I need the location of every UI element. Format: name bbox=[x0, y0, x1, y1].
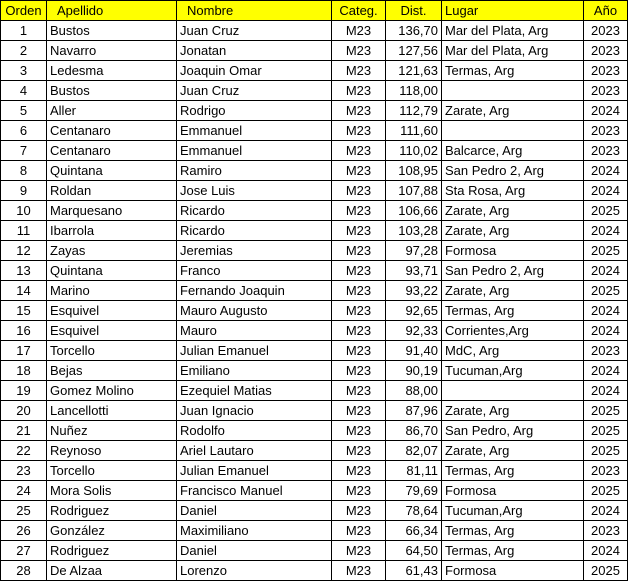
cell-categ: M23 bbox=[332, 241, 386, 261]
cell-lugar: Termas, Arg bbox=[442, 61, 584, 81]
cell-dist: 107,88 bbox=[386, 181, 442, 201]
cell-apellido: Rodriguez bbox=[47, 541, 177, 561]
table-row bbox=[1, 101, 628, 121]
table-row bbox=[1, 541, 628, 561]
cell-lugar: Zarate, Arg bbox=[442, 281, 584, 301]
cell-orden: 6 bbox=[1, 121, 47, 141]
table-header bbox=[1, 1, 628, 21]
cell-nombre: Juan Cruz bbox=[177, 81, 332, 101]
cell-apellido: Lancellotti bbox=[47, 401, 177, 421]
cell-apellido: Rodriguez bbox=[47, 501, 177, 521]
cell-apellido: González bbox=[47, 521, 177, 541]
cell-dist: 86,70 bbox=[386, 421, 442, 441]
cell-categ: M23 bbox=[332, 161, 386, 181]
table-row bbox=[1, 561, 628, 581]
cell-dist: 112,79 bbox=[386, 101, 442, 121]
cell-categ: M23 bbox=[332, 401, 386, 421]
table-row bbox=[1, 221, 628, 241]
cell-anio: 2024 bbox=[584, 221, 628, 241]
cell-lugar: San Pedro 2, Arg bbox=[442, 261, 584, 281]
cell-categ: M23 bbox=[332, 41, 386, 61]
cell-orden: 4 bbox=[1, 81, 47, 101]
header-row bbox=[1, 1, 628, 21]
cell-apellido: Bustos bbox=[47, 21, 177, 41]
cell-lugar: Formosa bbox=[442, 241, 584, 261]
cell-nombre: Jonatan bbox=[177, 41, 332, 61]
cell-apellido: Quintana bbox=[47, 261, 177, 281]
header-apellido: Apellido bbox=[47, 1, 177, 21]
cell-categ: M23 bbox=[332, 301, 386, 321]
cell-lugar bbox=[442, 121, 584, 141]
header-nombre: Nombre bbox=[177, 1, 332, 21]
cell-categ: M23 bbox=[332, 221, 386, 241]
cell-dist: 78,64 bbox=[386, 501, 442, 521]
cell-dist: 61,43 bbox=[386, 561, 442, 581]
table-row bbox=[1, 141, 628, 161]
cell-dist: 127,56 bbox=[386, 41, 442, 61]
cell-apellido: Bejas bbox=[47, 361, 177, 381]
cell-lugar: MdC, Arg bbox=[442, 341, 584, 361]
cell-apellido: Bustos bbox=[47, 81, 177, 101]
cell-apellido: Roldan bbox=[47, 181, 177, 201]
cell-apellido: Marino bbox=[47, 281, 177, 301]
cell-nombre: Julian Emanuel bbox=[177, 461, 332, 481]
cell-lugar: San Pedro 2, Arg bbox=[442, 161, 584, 181]
cell-categ: M23 bbox=[332, 21, 386, 41]
table-row bbox=[1, 421, 628, 441]
cell-apellido: Esquivel bbox=[47, 301, 177, 321]
cell-apellido: Zayas bbox=[47, 241, 177, 261]
cell-categ: M23 bbox=[332, 261, 386, 281]
cell-dist: 121,63 bbox=[386, 61, 442, 81]
cell-lugar: Termas, Arg bbox=[442, 461, 584, 481]
cell-dist: 91,40 bbox=[386, 341, 442, 361]
cell-orden: 2 bbox=[1, 41, 47, 61]
cell-dist: 79,69 bbox=[386, 481, 442, 501]
table-row bbox=[1, 521, 628, 541]
cell-nombre: Ricardo bbox=[177, 201, 332, 221]
cell-nombre: Ezequiel Matias bbox=[177, 381, 332, 401]
cell-dist: 103,28 bbox=[386, 221, 442, 241]
cell-anio: 2023 bbox=[584, 41, 628, 61]
cell-categ: M23 bbox=[332, 201, 386, 221]
cell-orden: 5 bbox=[1, 101, 47, 121]
cell-anio: 2024 bbox=[584, 381, 628, 401]
cell-categ: M23 bbox=[332, 541, 386, 561]
cell-categ: M23 bbox=[332, 521, 386, 541]
cell-dist: 118,00 bbox=[386, 81, 442, 101]
table-row bbox=[1, 281, 628, 301]
table-row bbox=[1, 401, 628, 421]
cell-orden: 19 bbox=[1, 381, 47, 401]
cell-nombre: Rodrigo bbox=[177, 101, 332, 121]
cell-lugar: Formosa bbox=[442, 481, 584, 501]
cell-lugar: Termas, Arg bbox=[442, 301, 584, 321]
cell-anio: 2023 bbox=[584, 21, 628, 41]
cell-orden: 9 bbox=[1, 181, 47, 201]
cell-anio: 2025 bbox=[584, 561, 628, 581]
header-categ: Categ. bbox=[332, 1, 386, 21]
cell-dist: 88,00 bbox=[386, 381, 442, 401]
table-row bbox=[1, 61, 628, 81]
table-row bbox=[1, 201, 628, 221]
cell-apellido: Torcello bbox=[47, 461, 177, 481]
cell-categ: M23 bbox=[332, 361, 386, 381]
cell-dist: 81,11 bbox=[386, 461, 442, 481]
cell-anio: 2024 bbox=[584, 261, 628, 281]
cell-orden: 7 bbox=[1, 141, 47, 161]
cell-apellido: Aller bbox=[47, 101, 177, 121]
cell-anio: 2024 bbox=[584, 181, 628, 201]
cell-lugar: Zarate, Arg bbox=[442, 401, 584, 421]
cell-apellido: Torcello bbox=[47, 341, 177, 361]
table-row bbox=[1, 301, 628, 321]
cell-nombre: Ricardo bbox=[177, 221, 332, 241]
cell-orden: 12 bbox=[1, 241, 47, 261]
cell-apellido: Navarro bbox=[47, 41, 177, 61]
cell-orden: 20 bbox=[1, 401, 47, 421]
header-anio: Año bbox=[584, 1, 628, 21]
cell-orden: 8 bbox=[1, 161, 47, 181]
cell-dist: 106,66 bbox=[386, 201, 442, 221]
cell-dist: 87,96 bbox=[386, 401, 442, 421]
cell-nombre: Mauro Augusto bbox=[177, 301, 332, 321]
cell-apellido: Mora Solis bbox=[47, 481, 177, 501]
cell-nombre: Jose Luis bbox=[177, 181, 332, 201]
cell-dist: 111,60 bbox=[386, 121, 442, 141]
cell-nombre: Joaquin Omar bbox=[177, 61, 332, 81]
cell-lugar: Tucuman,Arg bbox=[442, 501, 584, 521]
cell-orden: 27 bbox=[1, 541, 47, 561]
cell-dist: 93,71 bbox=[386, 261, 442, 281]
cell-lugar: Zarate, Arg bbox=[442, 441, 584, 461]
cell-dist: 66,34 bbox=[386, 521, 442, 541]
cell-categ: M23 bbox=[332, 101, 386, 121]
cell-dist: 92,33 bbox=[386, 321, 442, 341]
cell-orden: 1 bbox=[1, 21, 47, 41]
table-row bbox=[1, 121, 628, 141]
cell-categ: M23 bbox=[332, 341, 386, 361]
cell-nombre: Maximiliano bbox=[177, 521, 332, 541]
cell-orden: 22 bbox=[1, 441, 47, 461]
cell-lugar: Termas, Arg bbox=[442, 541, 584, 561]
cell-anio: 2024 bbox=[584, 101, 628, 121]
cell-orden: 14 bbox=[1, 281, 47, 301]
cell-dist: 82,07 bbox=[386, 441, 442, 461]
cell-categ: M23 bbox=[332, 81, 386, 101]
table-row bbox=[1, 41, 628, 61]
cell-dist: 108,95 bbox=[386, 161, 442, 181]
cell-categ: M23 bbox=[332, 381, 386, 401]
cell-dist: 64,50 bbox=[386, 541, 442, 561]
cell-categ: M23 bbox=[332, 461, 386, 481]
cell-lugar bbox=[442, 381, 584, 401]
table-row bbox=[1, 241, 628, 261]
cell-nombre: Emmanuel bbox=[177, 141, 332, 161]
table-row bbox=[1, 181, 628, 201]
cell-apellido: De Alzaa bbox=[47, 561, 177, 581]
cell-anio: 2024 bbox=[584, 301, 628, 321]
cell-anio: 2025 bbox=[584, 441, 628, 461]
table-row bbox=[1, 81, 628, 101]
cell-anio: 2025 bbox=[584, 401, 628, 421]
cell-categ: M23 bbox=[332, 321, 386, 341]
cell-nombre: Ariel Lautaro bbox=[177, 441, 332, 461]
cell-categ: M23 bbox=[332, 281, 386, 301]
cell-orden: 15 bbox=[1, 301, 47, 321]
cell-apellido: Gomez Molino bbox=[47, 381, 177, 401]
cell-orden: 13 bbox=[1, 261, 47, 281]
cell-orden: 21 bbox=[1, 421, 47, 441]
cell-orden: 23 bbox=[1, 461, 47, 481]
cell-anio: 2024 bbox=[584, 501, 628, 521]
cell-lugar: Mar del Plata, Arg bbox=[442, 41, 584, 61]
cell-anio: 2024 bbox=[584, 541, 628, 561]
cell-lugar: Zarate, Arg bbox=[442, 101, 584, 121]
cell-lugar: Corrientes,Arg bbox=[442, 321, 584, 341]
table-row bbox=[1, 381, 628, 401]
cell-orden: 25 bbox=[1, 501, 47, 521]
cell-nombre: Fernando Joaquin bbox=[177, 281, 332, 301]
cell-orden: 11 bbox=[1, 221, 47, 241]
cell-anio: 2023 bbox=[584, 81, 628, 101]
cell-anio: 2024 bbox=[584, 361, 628, 381]
cell-orden: 3 bbox=[1, 61, 47, 81]
cell-nombre: Lorenzo bbox=[177, 561, 332, 581]
cell-apellido: Centanaro bbox=[47, 121, 177, 141]
table-row bbox=[1, 161, 628, 181]
cell-nombre: Ramiro bbox=[177, 161, 332, 181]
cell-lugar: Formosa bbox=[442, 561, 584, 581]
header-lugar: Lugar bbox=[442, 1, 584, 21]
cell-nombre: Daniel bbox=[177, 541, 332, 561]
cell-categ: M23 bbox=[332, 501, 386, 521]
cell-categ: M23 bbox=[332, 561, 386, 581]
cell-orden: 28 bbox=[1, 561, 47, 581]
cell-apellido: Quintana bbox=[47, 161, 177, 181]
cell-anio: 2024 bbox=[584, 161, 628, 181]
table-row bbox=[1, 481, 628, 501]
cell-apellido: Esquivel bbox=[47, 321, 177, 341]
cell-anio: 2023 bbox=[584, 121, 628, 141]
cell-nombre: Emiliano bbox=[177, 361, 332, 381]
table-row bbox=[1, 261, 628, 281]
cell-lugar: Zarate, Arg bbox=[442, 201, 584, 221]
cell-lugar: San Pedro, Arg bbox=[442, 421, 584, 441]
header-orden: Orden bbox=[1, 1, 47, 21]
cell-apellido: Marquesano bbox=[47, 201, 177, 221]
table-row bbox=[1, 321, 628, 341]
cell-lugar: Termas, Arg bbox=[442, 521, 584, 541]
cell-apellido: Reynoso bbox=[47, 441, 177, 461]
cell-orden: 26 bbox=[1, 521, 47, 541]
cell-dist: 93,22 bbox=[386, 281, 442, 301]
cell-nombre: Francisco Manuel bbox=[177, 481, 332, 501]
cell-categ: M23 bbox=[332, 61, 386, 81]
cell-apellido: Nuñez bbox=[47, 421, 177, 441]
cell-nombre: Franco bbox=[177, 261, 332, 281]
cell-anio: 2025 bbox=[584, 241, 628, 261]
cell-orden: 16 bbox=[1, 321, 47, 341]
cell-nombre: Juan Cruz bbox=[177, 21, 332, 41]
cell-dist: 92,65 bbox=[386, 301, 442, 321]
cell-anio: 2023 bbox=[584, 61, 628, 81]
cell-lugar: Balcarce, Arg bbox=[442, 141, 584, 161]
cell-anio: 2025 bbox=[584, 481, 628, 501]
cell-nombre: Daniel bbox=[177, 501, 332, 521]
cell-lugar: Tucuman,Arg bbox=[442, 361, 584, 381]
cell-orden: 24 bbox=[1, 481, 47, 501]
cell-apellido: Ibarrola bbox=[47, 221, 177, 241]
cell-lugar: Zarate, Arg bbox=[442, 221, 584, 241]
cell-orden: 10 bbox=[1, 201, 47, 221]
table-row bbox=[1, 21, 628, 41]
table-row bbox=[1, 341, 628, 361]
table-row bbox=[1, 441, 628, 461]
cell-orden: 17 bbox=[1, 341, 47, 361]
cell-dist: 97,28 bbox=[386, 241, 442, 261]
cell-nombre: Juan Ignacio bbox=[177, 401, 332, 421]
cell-categ: M23 bbox=[332, 481, 386, 501]
cell-anio: 2025 bbox=[584, 281, 628, 301]
cell-anio: 2025 bbox=[584, 201, 628, 221]
header-dist: Dist. bbox=[386, 1, 442, 21]
cell-categ: M23 bbox=[332, 121, 386, 141]
cell-anio: 2025 bbox=[584, 421, 628, 441]
cell-apellido: Ledesma bbox=[47, 61, 177, 81]
cell-categ: M23 bbox=[332, 421, 386, 441]
cell-anio: 2023 bbox=[584, 461, 628, 481]
cell-nombre: Jeremias bbox=[177, 241, 332, 261]
table-row bbox=[1, 461, 628, 481]
cell-nombre: Emmanuel bbox=[177, 121, 332, 141]
cell-dist: 136,70 bbox=[386, 21, 442, 41]
cell-nombre: Rodolfo bbox=[177, 421, 332, 441]
cell-categ: M23 bbox=[332, 141, 386, 161]
cell-apellido: Centanaro bbox=[47, 141, 177, 161]
cell-anio: 2023 bbox=[584, 341, 628, 361]
cell-dist: 90,19 bbox=[386, 361, 442, 381]
cell-anio: 2024 bbox=[584, 321, 628, 341]
cell-lugar bbox=[442, 81, 584, 101]
cell-categ: M23 bbox=[332, 441, 386, 461]
cell-lugar: Sta Rosa, Arg bbox=[442, 181, 584, 201]
cell-categ: M23 bbox=[332, 181, 386, 201]
table-body bbox=[1, 21, 628, 581]
cell-lugar: Mar del Plata, Arg bbox=[442, 21, 584, 41]
cell-anio: 2023 bbox=[584, 141, 628, 161]
cell-dist: 110,02 bbox=[386, 141, 442, 161]
table-row bbox=[1, 361, 628, 381]
table-row bbox=[1, 501, 628, 521]
cell-nombre: Mauro bbox=[177, 321, 332, 341]
cell-anio: 2023 bbox=[584, 521, 628, 541]
cell-nombre: Julian Emanuel bbox=[177, 341, 332, 361]
cell-orden: 18 bbox=[1, 361, 47, 381]
